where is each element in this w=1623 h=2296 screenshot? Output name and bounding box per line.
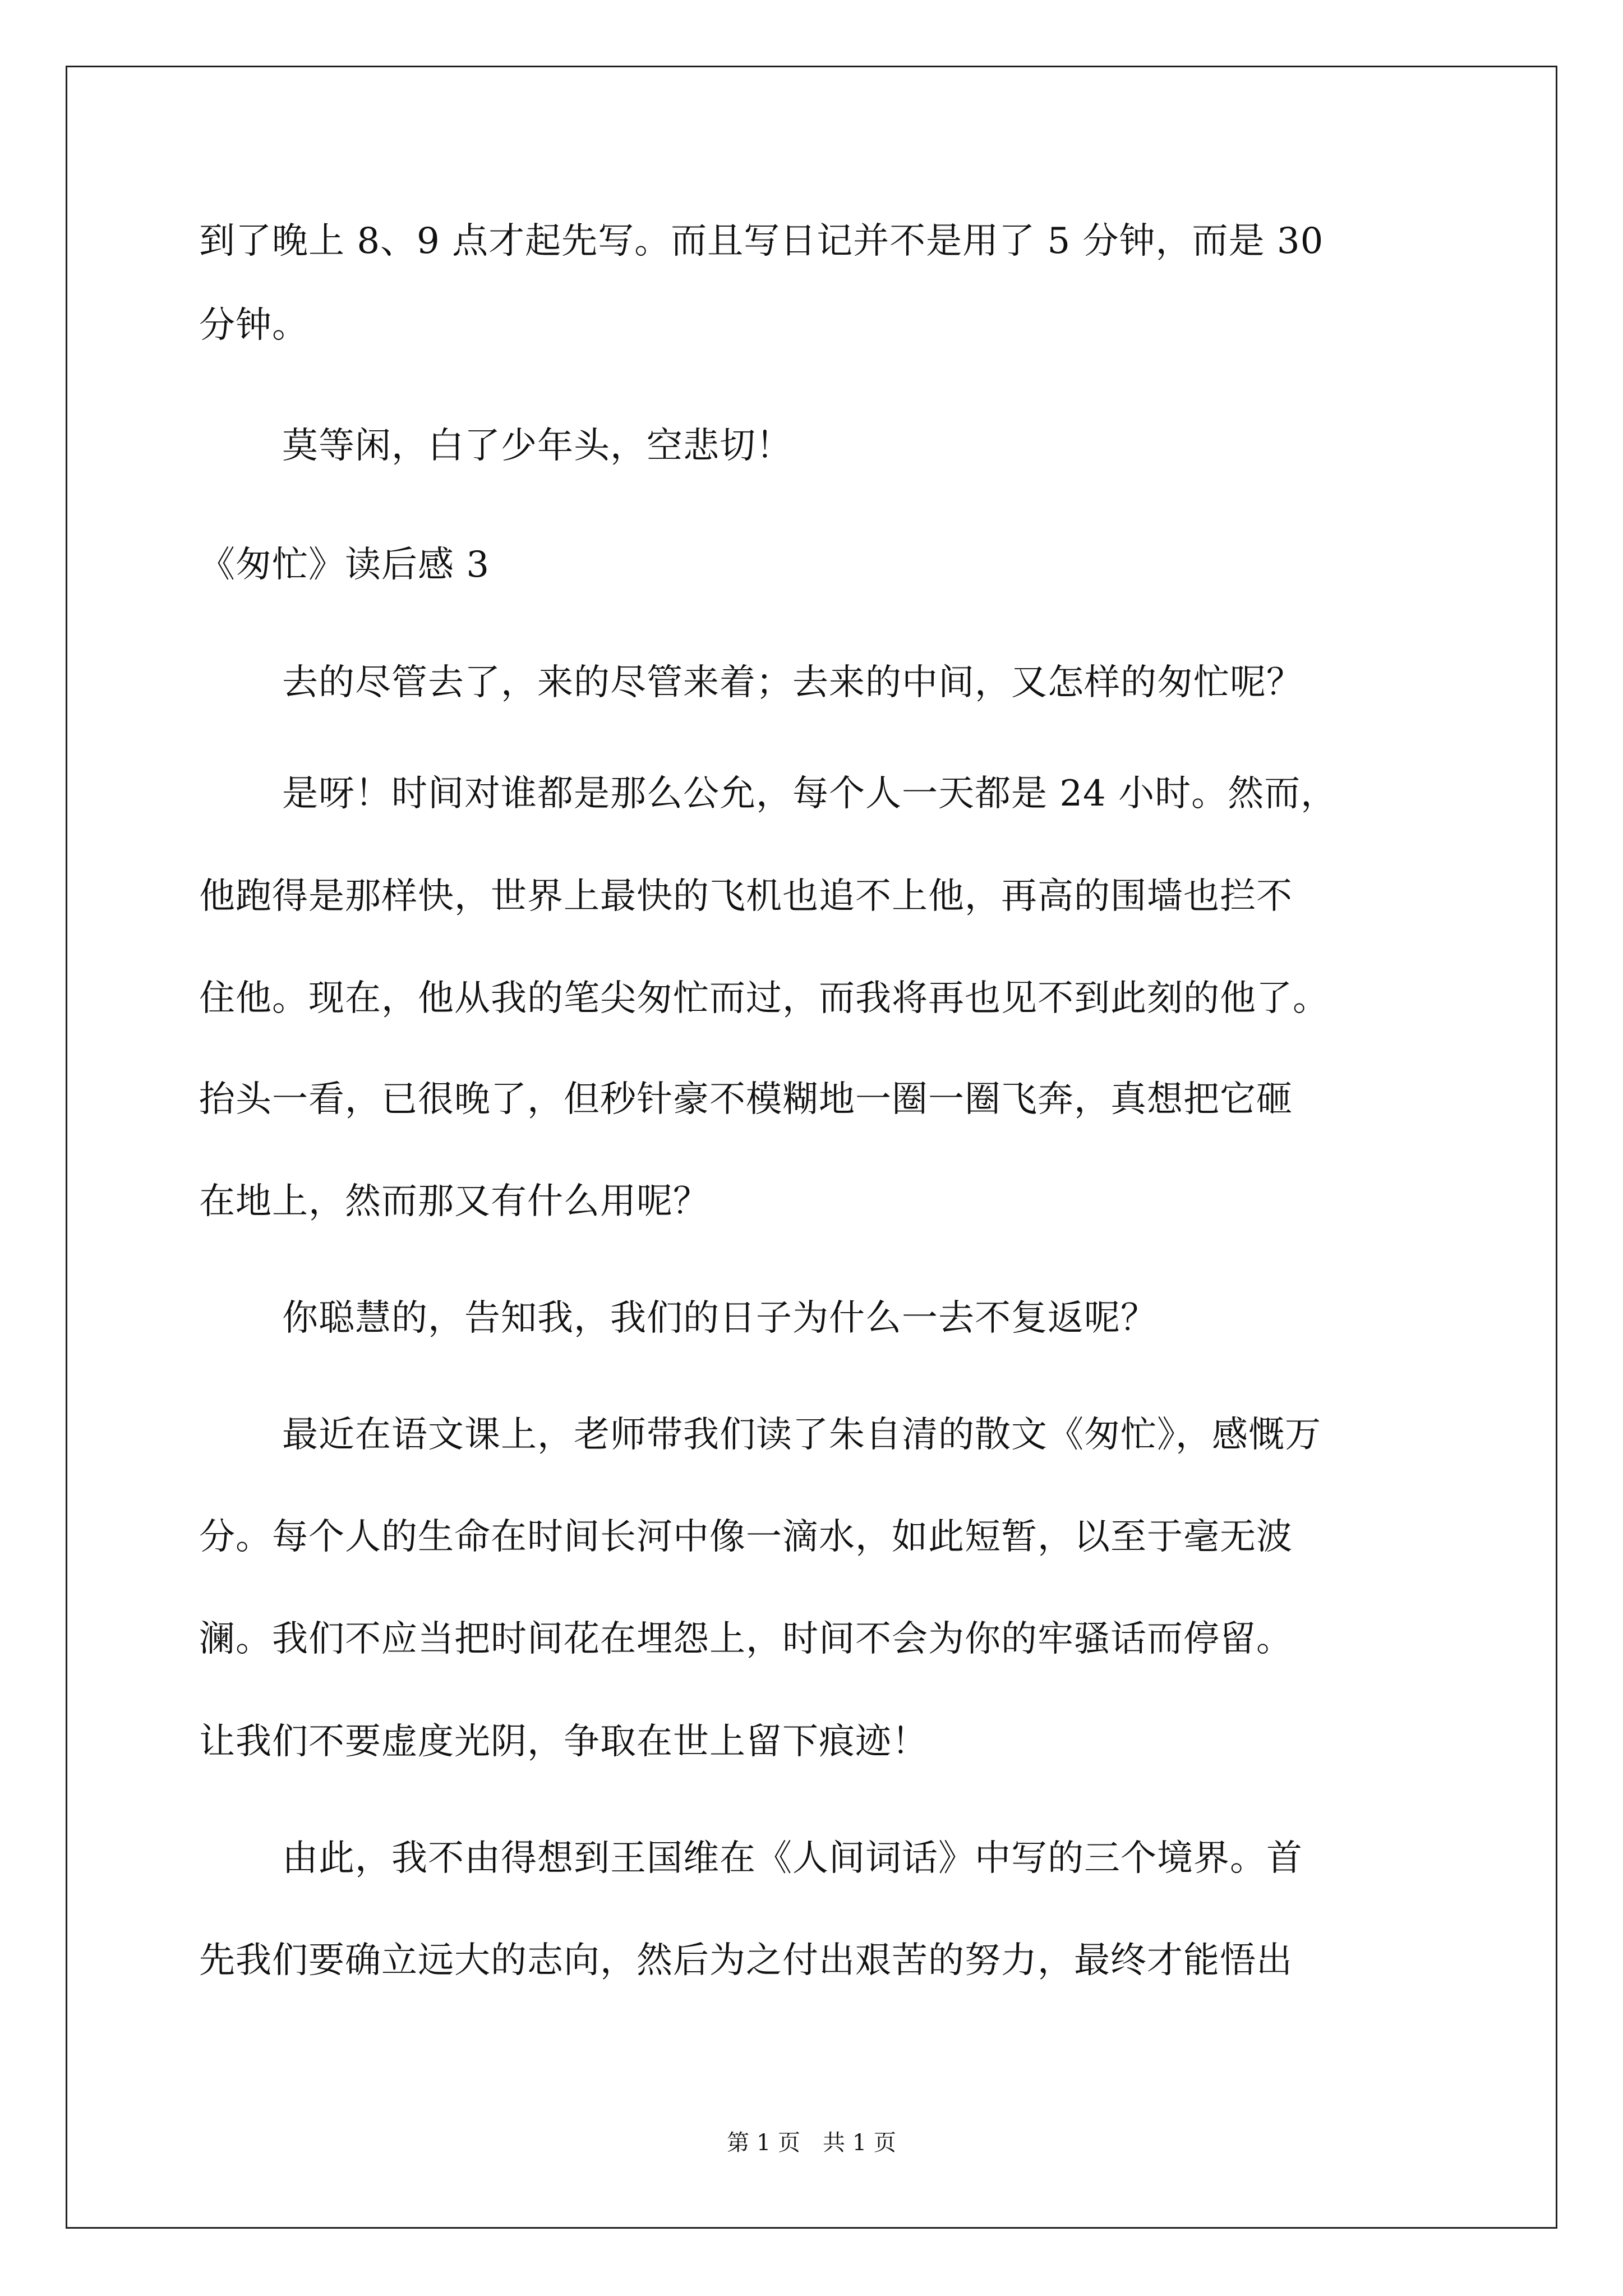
text-line: 你聪慧的，告知我，我们的日子为什么一去不复返呢？ xyxy=(282,1297,1157,1339)
text-line: 住他。现在，他从我的笔尖匆忙而过，而我将再也见不到此刻的他了。 xyxy=(199,978,1329,1019)
text-line: 由此，我不由得想到王国维在《人间词话》中写的三个境界。首 xyxy=(282,1838,1303,1879)
text-line: 让我们不要虚度光阴，争取在世上留下痕迹！ xyxy=(199,1721,928,1763)
text-line: 澜。我们不应当把时间花在埋怨上，时间不会为你的牢骚话而停留。 xyxy=(199,1618,1293,1660)
page-border xyxy=(66,66,1557,2229)
text-line: 在地上，然而那又有什么用呢？ xyxy=(199,1181,709,1222)
text-line: 去的尽管去了，来的尽管来着；去来的中间，又怎样的匆忙呢？ xyxy=(282,662,1303,703)
text-line: 是呀！时间对谁都是那么公允，每个人一天都是 24 小时。然而， xyxy=(282,773,1338,815)
text-line: 分钟。 xyxy=(199,305,308,346)
text-line: 最近在语文课上，老师带我们读了朱自清的散文《匆忙》，感慨万 xyxy=(282,1414,1321,1456)
text-line: 分。每个人的生命在时间长河中像一滴水，如此短暂，以至于毫无波 xyxy=(199,1516,1293,1558)
text-line: 他跑得是那样快，世界上最快的飞机也追不上他，再高的围墙也拦不 xyxy=(199,876,1293,917)
text-line: 莫等闲，白了少年头，空悲切！ xyxy=(282,425,792,467)
text-line: 先我们要确立远大的志向，然后为之付出艰苦的努力，最终才能悟出 xyxy=(199,1940,1293,1981)
text-line: 抬头一看，已很晚了，但秒针豪不模糊地一圈一圈飞奔，真想把它砸 xyxy=(199,1079,1293,1120)
page-number-footer: 第 1 页 共 1 页 xyxy=(727,2130,896,2156)
text-line: 到了晚上 8、9 点才起先写。而且写日记并不是用了 5 分钟，而是 30 xyxy=(199,220,1324,262)
section-heading: 《匆忙》读后感 3 xyxy=(199,544,490,586)
